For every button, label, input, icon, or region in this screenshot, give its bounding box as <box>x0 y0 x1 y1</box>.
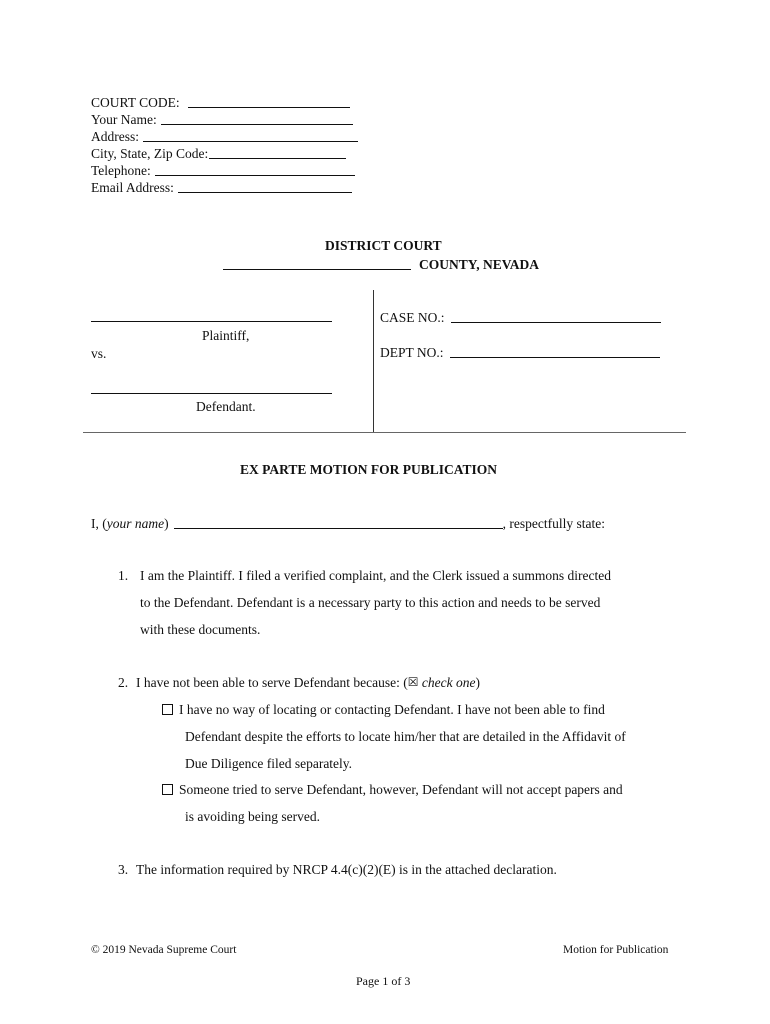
contact-block <box>91 94 371 196</box>
option-b-line-2: is avoiding being served. <box>185 809 320 824</box>
option-b-line-1: Someone tried to serve Defendant, however, Defendant will not accept papers and <box>179 782 623 797</box>
item-1-number: 1. <box>118 568 129 583</box>
checked-box-icon: ☒ <box>407 675 419 689</box>
case-no-field[interactable] <box>451 309 661 323</box>
address-label: Address: <box>91 129 139 144</box>
document-title: EX PARTE MOTION FOR PUBLICATION <box>240 462 498 477</box>
your-name-label: Your Name: <box>91 112 157 127</box>
telephone-row <box>91 162 371 179</box>
item-1 <box>118 562 678 643</box>
county-row <box>223 256 539 273</box>
your-name-hint: your name <box>106 516 165 531</box>
option-a <box>162 696 692 777</box>
item-2-close: ) <box>475 675 480 690</box>
option-b <box>162 776 692 830</box>
item-3-number: 3. <box>118 862 129 877</box>
item-3 <box>118 856 688 883</box>
city-state-zip-field[interactable] <box>209 145 346 159</box>
dept-no-field[interactable] <box>450 344 660 358</box>
county-label: COUNTY, NEVADA <box>419 257 540 272</box>
footer-page-number: Page 1 of 3 <box>356 974 411 988</box>
email-label: Email Address: <box>91 180 174 195</box>
option-b-checkbox[interactable] <box>162 784 173 795</box>
footer-copyright: © 2019 Nevada Supreme Court <box>91 944 237 956</box>
county-field[interactable] <box>223 256 411 270</box>
your-name-row <box>91 111 371 128</box>
telephone-label: Telephone: <box>91 163 151 178</box>
item-2 <box>118 669 688 696</box>
option-a-checkbox[interactable] <box>162 704 173 715</box>
option-a-line-1: I have no way of locating or contacting Defendant. I have not been able to find <box>179 702 605 717</box>
item-3-text: The information required by NRCP 4.4(c)(2)(E) is in the attached declaration. <box>136 862 557 877</box>
court-name: DISTRICT COURT <box>325 238 442 253</box>
vs-label: vs. <box>91 346 107 361</box>
intro-line <box>91 515 605 532</box>
your-name-field[interactable] <box>161 111 353 125</box>
caption-divider <box>373 290 374 432</box>
item-1-line-2: to the Defendant. Defendant is a necessary party to this action and needs to be served <box>140 595 601 610</box>
case-no-row <box>380 309 661 326</box>
city-state-zip-label: City, State, Zip Code: <box>91 146 209 161</box>
item-1-line-3: with these documents. <box>140 622 261 637</box>
footer-form-name: Motion for Publication <box>563 944 669 956</box>
caption-bottom-rule <box>83 432 686 433</box>
case-no-label: CASE NO.: <box>380 310 445 325</box>
item-2-number: 2. <box>118 675 129 690</box>
check-one-hint: check one <box>418 675 476 690</box>
plaintiff-field[interactable] <box>91 321 332 322</box>
dept-no-label: DEPT NO.: <box>380 345 444 360</box>
intro-prefix: I, ( <box>91 516 107 531</box>
plaintiff-label: Plaintiff, <box>202 328 250 343</box>
option-a-line-3: Due Diligence filed separately. <box>185 756 353 771</box>
intro-close-paren: ) <box>164 516 169 531</box>
email-field[interactable] <box>178 179 352 193</box>
defendant-label: Defendant. <box>196 399 256 414</box>
city-state-zip-row <box>91 145 371 162</box>
court-code-field[interactable] <box>188 94 350 108</box>
defendant-field[interactable] <box>91 393 332 394</box>
intro-name-field[interactable] <box>174 515 503 529</box>
address-field[interactable] <box>143 128 358 142</box>
item-2-text: I have not been able to serve Defendant because: ( <box>136 675 408 690</box>
intro-suffix: , respectfully state: <box>502 516 605 531</box>
address-row <box>91 128 371 145</box>
telephone-field[interactable] <box>155 162 355 176</box>
court-code-label: COURT CODE: <box>91 95 180 110</box>
item-1-line-1: I am the Plaintiff. I filed a verified complaint, and the Clerk issued a summons directed <box>140 568 611 583</box>
email-row <box>91 179 371 196</box>
court-code-row <box>91 94 371 111</box>
dept-no-row <box>380 344 660 361</box>
option-a-line-2: Defendant despite the efforts to locate him/her that are detailed in the Affidavit of <box>185 729 626 744</box>
